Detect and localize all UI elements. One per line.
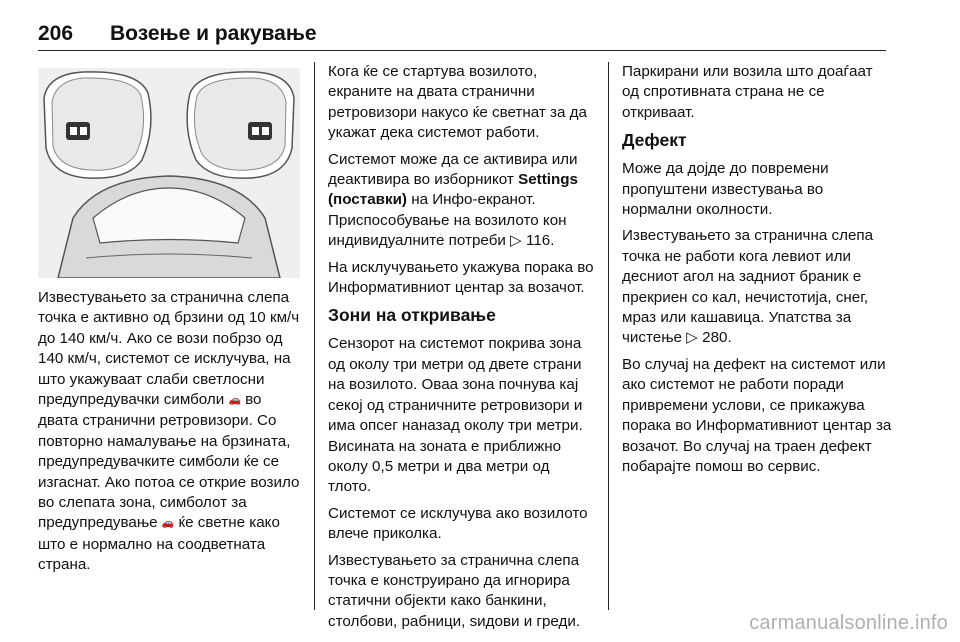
fault-heading: Дефект xyxy=(622,130,687,151)
settings-paragraph: Системот може да се активира или деактивира во изборникот Settings (поставки) на Инфо-екранот. Приспособување на возилото кон индивидуалните потреби ▷ 116. xyxy=(328,150,579,250)
column-divider xyxy=(314,62,315,610)
deactivation-paragraph: На исклучувањето укажува порака во Информативниот центар за возачот. xyxy=(328,258,594,297)
detection-zones-heading: Зони на откривање xyxy=(328,305,496,326)
page-number: 206 xyxy=(38,22,74,45)
parked-vehicles-paragraph: Паркирани или возила што доаѓаат од спротивната страна не се откриваат. xyxy=(622,63,873,121)
column-middle xyxy=(328,62,594,638)
trailer-paragraph: Системот се исклучува ако возилото влече приколка. xyxy=(328,504,588,543)
right-warning-icon xyxy=(248,122,272,140)
bumper-covered-paragraph: Известувањето за странична слепа точка не работи кога левиот или десниот агол на задниот браник е прекриен со кал, нечистотија, снег, мраз или кашавица. Упатства за чистење ▷ 280. xyxy=(622,227,874,347)
system-fault-paragraph: Во случај на дефект на системот или ако системот не работи поради привремени услови, се прикажува порака во Информативниот центар за возачот. Во случај на траен дефект побарајте помош во сервис. xyxy=(622,355,892,475)
chapter-title: Возење и ракување xyxy=(110,22,317,45)
car-warning-icon: 🚗 xyxy=(161,518,175,530)
car-warning-icon: 🚗 xyxy=(228,395,241,407)
reference-arrow-icon: ▷ xyxy=(510,232,522,250)
mirror-illustration xyxy=(38,68,300,278)
column-divider xyxy=(608,62,609,610)
page-reference[interactable]: 116. xyxy=(526,232,555,250)
watermark: carmanualsonline.info xyxy=(749,612,948,634)
page-header xyxy=(38,10,886,51)
static-objects-paragraph: Известувањето за странична слепа точка е конструирано да игнорира статични објекти како банкини, столбови, рабници, ѕидови и греди. xyxy=(328,551,581,630)
column-right xyxy=(622,62,892,483)
left-warning-icon xyxy=(66,122,90,140)
page-reference[interactable]: 280. xyxy=(702,329,732,347)
sensor-zone-paragraph: Сензорот на системот покрива зона од околу три метри од двете страни на возилото. Оваа зона почнува кај секој од страничните ретровизори и има опсег наназад околу три метри. Висината на зоната е приближно околу 0,5 метри и два метри од тлото. xyxy=(328,335,583,496)
missed-alerts-paragraph: Може да дојде до повремени пропуштени известувања во нормални околности. xyxy=(622,160,829,219)
startup-paragraph: Кога ќе се стартува возилото, екраните на двата странични ретровизори накусо ќе светнат за да укажат дека системот работи. xyxy=(328,63,587,142)
reference-arrow-icon: ▷ xyxy=(686,329,698,347)
blind-spot-speed-paragraph: Известувањето за странична слепа точка е активно од брзини од 10 км/ч до 140 км/ч. Ако се вози побрзо од 140 км/ч, системот се исклучува, на што укажуваат слаби светлосни предупредувачки симболи 🚗 во двата странични ретровизори. Со повторно намалување на брзинaта, предупредувачките симболи ќе се изгаснат. Ако потоа се открие возило во слепата зона, симболот за предупредување 🚗 ќе светне како што е нормално на соодветната страна. xyxy=(38,289,300,574)
settings-term: Settings (поставки) xyxy=(328,171,579,209)
